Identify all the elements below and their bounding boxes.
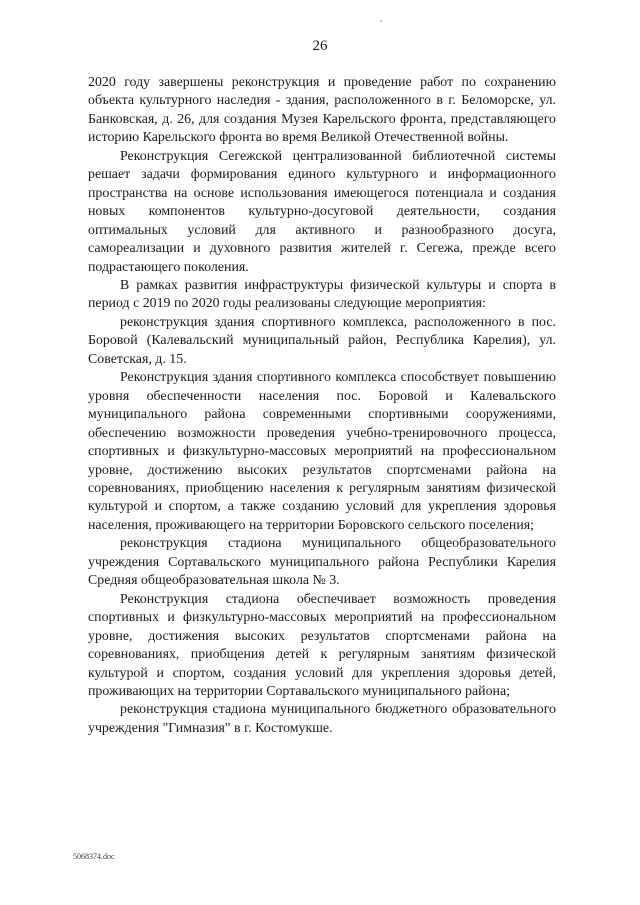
paragraph-5: Реконструкция здания спортивного комплекса способствует повышению уровня обеспеченности населения пос. Боровой и Калевальского муниципального района современными спортивными сооружениями, обеспечению возможности проведения учебно-тренировочного процесса, спортивных и физкультурно-массовых мероприятий на профессиональном уровне, достижению высоких результатов спортсменами района на соревнованиях, приобщению населения к регулярным занятиям физической культурой и спортом, а также созданию условий для укрепления здоровья населения, проживающего на территории Боровского сельского поселения; [88,370,556,533]
paragraph-3: В рамках развития инфраструктуры физической культуры и спорта в период с 2019 по 2020 годы реализованы следующие мероприятия: [88,277,556,312]
paragraph-7: Реконструкция стадиона обеспечивает возможность проведения спортивных и физкультурно-массовых мероприятий на профессиональном уровне, достижения высоких результатов спортсменами района на соревнованиях, приобщения детей к регулярным занятиям физической культурой и спортом, создания условий для укрепления здоровья детей, проживающих на территории Сортавальского муниципального района; [88,591,556,699]
paragraph-1: 2020 году завершены реконструкция и проведение работ по сохранению объекта культурного наследия - здания, расположенного в г. Беломорске, ул. Банковская, д. 26, для создания Музея Карельского фронта, представляющего историю Карельского фронта во время Великой Отечественной войны. [88,75,556,146]
paragraph-4: реконструкция здания спортивного комплекса, расположенного в пос. Боровой (Калевальский муниципальный район, Республика Карелия), ул. Советская, д. 15. [88,314,556,367]
paragraph-6: реконструкция стадиона муниципального общеобразовательного учреждения Сортавальского муниципального района Республики Карелия Средняя общеобразовательная школа № 3. [88,536,556,589]
page-number: 26 [312,38,328,54]
body-text [88,74,556,738]
paragraph-2: Реконструкция Сегежской централизованной библиотечной системы решает задачи формирования единого культурного и информационного пространства на основе использования имеющегося потенциала и создания новых компонентов культурно-досуговой деятельности, создания оптимальных условий для активного и разнообразного досуга, самореализации и духовного развития жителей г. Сегежа, прежде всего подрастающего поколения. [88,148,556,275]
scan-speck [380,20,382,22]
paragraph-8: реконструкция стадиона муниципального бюджетного образовательного учреждения "Гимназия" в г. Костомукше. [88,702,556,736]
footer-filename: 5068374.doc [73,852,115,861]
